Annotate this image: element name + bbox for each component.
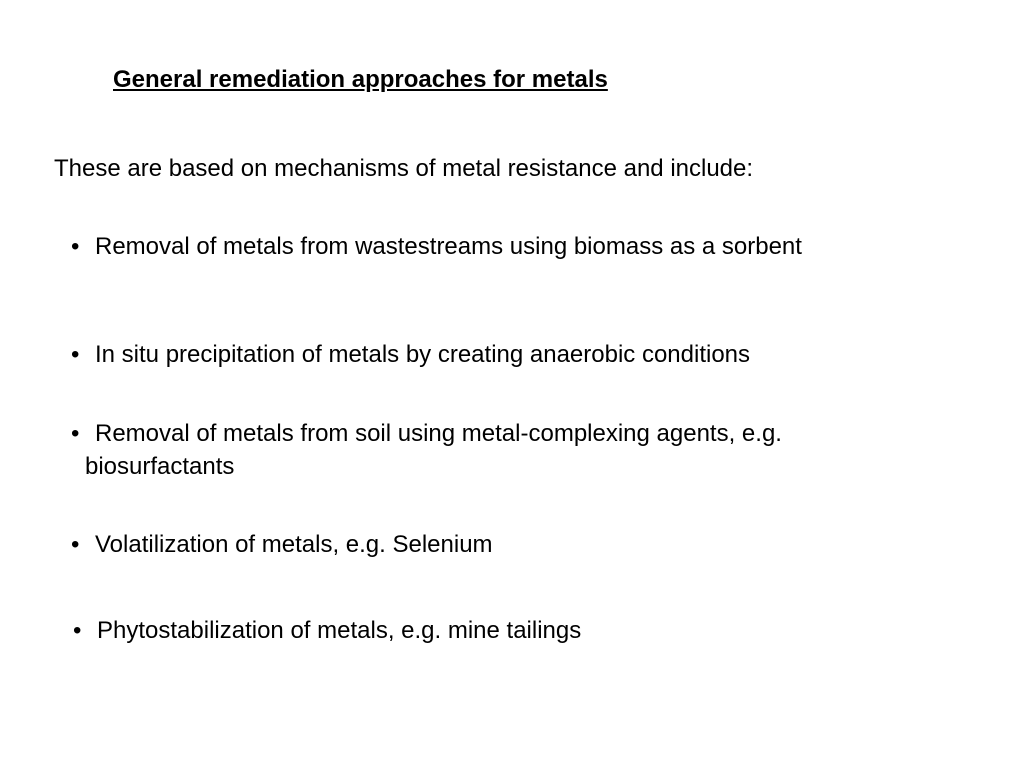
bullet-text: Removal of metals from soil using metal-complexing agents, e.g. biosurfactants [85, 420, 782, 480]
bullet-item [73, 614, 773, 647]
bullet-item [71, 417, 871, 483]
slide-title: General remediation approaches for metals [113, 66, 608, 93]
bullet-icon: • [73, 617, 82, 644]
bullet-icon: • [71, 341, 80, 368]
bullet-icon: • [71, 531, 80, 558]
bullet-icon: • [71, 233, 80, 260]
bullet-text: In situ precipitation of metals by creating anaerobic conditions [95, 341, 751, 368]
bullet-item [71, 338, 891, 371]
bullet-item [71, 230, 851, 263]
intro-text: These are based on mechanisms of metal resistance and include: [54, 155, 754, 182]
bullet-text: Removal of metals from wastestreams using biomass as a sorbent [95, 233, 802, 260]
bullet-item [71, 528, 771, 561]
bullet-text: Volatilization of metals, e.g. Selenium [95, 531, 493, 558]
bullet-text: Phytostabilization of metals, e.g. mine tailings [97, 617, 582, 644]
bullet-icon: • [71, 420, 80, 447]
